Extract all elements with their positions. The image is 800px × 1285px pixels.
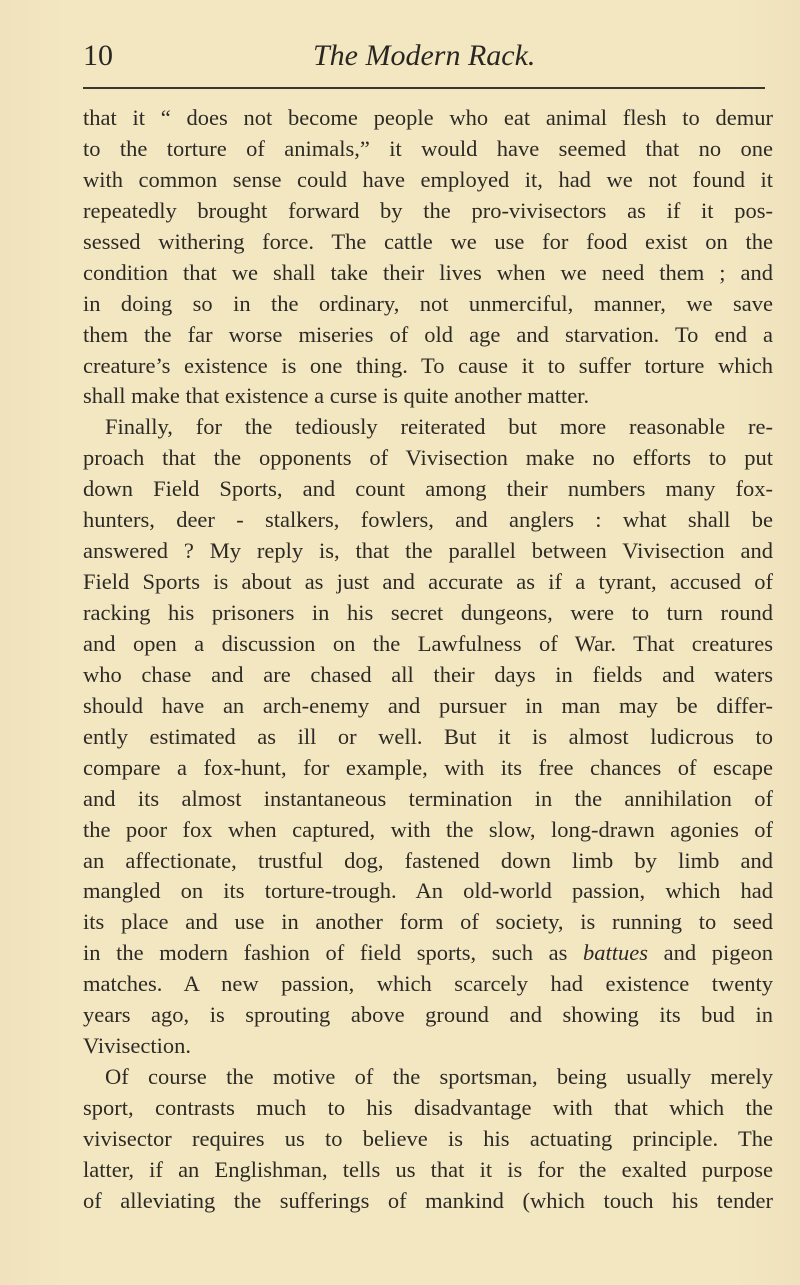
text-line: that it “ does not become people who eat animal flesh to demur — [83, 105, 773, 130]
text-line-with-italic — [83, 938, 773, 969]
line-end: and pigeon — [663, 940, 774, 966]
text-line: Of course the motive of the sportsman, being usually merely — [105, 1064, 773, 1090]
text-line: matches. A new passion, which scarcely had existence twenty — [83, 971, 773, 997]
text-line: repeatedly brought forward by the pro-vivisectors as if it pos- — [83, 197, 773, 223]
text-line: and its almost instantaneous termination in the annihilation of — [83, 785, 773, 811]
text-line: creature’s existence is one thing. To cause it to suffer torture which — [83, 352, 773, 378]
text-line: and open a discussion on the Lawfulness of War. That creatures — [83, 630, 773, 656]
text-line: vivisector requires us to believe is his actuating principle. The — [83, 1125, 773, 1151]
text-line: years ago, is sprouting above ground and showing its bud in — [83, 1002, 773, 1028]
text-line: ently estimated as ill or well. But it is almost ludicrous to — [83, 723, 773, 749]
text-line: an affectionate, trustful dog, fastened down limb by limb and — [83, 847, 773, 873]
page-number: 10 — [83, 39, 113, 72]
text-line: hunters, deer - stalkers, fowlers, and anglers : what shall be — [83, 507, 773, 533]
text-line: with common sense could have employed it, had we not found it — [83, 166, 773, 192]
text-line: them the far worse miseries of old age and starvation. To end a — [83, 321, 773, 347]
text-line: sport, contrasts much to his disadvantage with that which the — [83, 1095, 773, 1120]
text-line: answered ? My reply is, that the parallel between Vivisection and — [83, 538, 773, 564]
text-line: who chase and are chased all their days in fields and waters — [83, 661, 773, 687]
text-line: Field Sports is about as just and accurate as if a tyrant, accused of — [83, 569, 773, 595]
text-line: mangled on its torture-trough. An old-world passion, which had — [83, 878, 773, 904]
text-line: down Field Sports, and count among their numbers many fox- — [83, 476, 773, 502]
text-line: shall make that existence a curse is quite another matter. — [83, 383, 590, 409]
text-line: latter, if an Englishman, tells us that it is for the exalted purpose — [83, 1156, 773, 1182]
running-title: The Modern Rack. — [313, 39, 536, 72]
text-line: condition that we shall take their lives when we need them ; and — [83, 259, 773, 285]
line-start: in the modern fashion of field sports, such as — [83, 940, 568, 966]
italic-term: battues — [583, 940, 649, 966]
text-line: of alleviating the sufferings of mankind (which touch his tender — [83, 1187, 773, 1213]
header-rule — [83, 87, 765, 89]
page-header — [83, 32, 765, 80]
text-line: proach that the opponents of Vivisection make no efforts to put — [83, 445, 773, 471]
text-line: should have an arch-enemy and pursuer in man may be differ- — [83, 692, 773, 718]
text-line: racking his prisoners in his secret dungeons, were to turn round — [83, 600, 773, 625]
text-line: the poor fox when captured, with the slow, long-drawn agonies of — [83, 816, 773, 842]
text-line: Vivisection. — [83, 1033, 192, 1059]
text-line: compare a fox-hunt, for example, with its free chances of escape — [83, 754, 773, 780]
body-text — [83, 103, 773, 1217]
text-line: in doing so in the ordinary, not unmerciful, manner, we save — [83, 290, 773, 316]
text-line: Finally, for the tediously reiterated but more reasonable re- — [105, 414, 773, 440]
text-line: its place and use in another form of society, is running to seed — [83, 909, 773, 935]
text-line: sessed withering force. The cattle we use for food exist on the — [83, 228, 773, 254]
text-line: to the torture of animals,” it would have seemed that no one — [83, 135, 773, 161]
